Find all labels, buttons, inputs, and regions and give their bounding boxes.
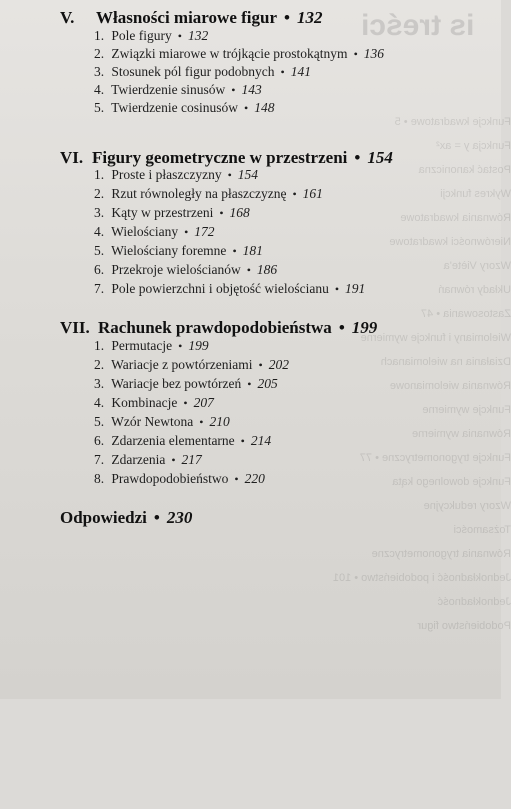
list-item: 6. Przekroje wielościanów • 186: [94, 262, 278, 277]
list-item: 1. Proste i płaszczyzny • 154: [94, 167, 259, 182]
separator-dot: •: [338, 318, 345, 337]
list-item: 2. Wariacje z powtórzeniami • 202: [94, 357, 289, 372]
section-title: Rachunek prawdopodobieństwa: [98, 318, 332, 337]
list-item: 1. Permutacje • 199: [94, 338, 209, 353]
list-item: 6. Zdarzenia elementarne • 214: [94, 433, 272, 448]
section-page: 199: [351, 318, 378, 337]
list-item: 5. Twierdzenie cosinusów • 148: [94, 100, 275, 115]
list-item: 2. Związki miarowe w trójkącie prostokątnym • 136: [94, 46, 385, 61]
list-item: 3. Kąty w przestrzeni • 168: [94, 205, 250, 220]
list-item: 5. Wzór Newtona • 210: [94, 414, 230, 429]
list-item: 2. Rzut równoległy na płaszczyznę • 161: [94, 186, 323, 201]
section-title: Figury geometryczne w przestrzeni: [92, 148, 348, 167]
section-number: VII.: [60, 318, 90, 337]
separator-dot: •: [153, 508, 160, 527]
section-heading: [60, 318, 377, 338]
list-item: 3. Wariacje bez powtórzeń • 205: [94, 376, 278, 391]
list-item: 4. Twierdzenie sinusów • 143: [94, 82, 262, 97]
section-page: 154: [367, 148, 393, 167]
section-heading: [60, 8, 322, 28]
section-heading: [60, 148, 393, 168]
list-item: 5. Wielościany foremne • 181: [94, 243, 263, 258]
section-page: 132: [296, 8, 323, 27]
list-item: 7. Pole powierzchni i objętość wielościanu • 191: [94, 281, 366, 296]
answers-title: Odpowiedzi: [60, 508, 147, 527]
list-item: 7. Zdarzenia • 217: [94, 452, 202, 467]
list-item: 4. Kombinacje • 207: [94, 395, 214, 410]
list-item: 3. Stosunek pól figur podobnych • 141: [94, 64, 311, 79]
show-through-text: is treści Funkcje kwadratowe • 5 Funkcja y = ax² Postać kanoniczna Wykres funkcji Równania kwadratowe Nierówności kwadratowe Wzory Viète'a Układy równań Zastosowania • 47 Wielomiany i funkcje wymierne Działania na wielomianach Równania wielomianowe Funkcje wymierne Równania wymierne Funkcje trygonometryczne • 77 Funkcje dowolnego kąta Wzory redukcyjne Tożsamości Równania trygonometryczne Jednokładność i podobieństwo • 101 Jednokładność Podobieństwo figur: [332, 9, 511, 632]
separator-dot: •: [284, 8, 290, 27]
answers-page: 230: [166, 508, 193, 527]
answers-heading: [60, 508, 192, 528]
list-item: 1. Pole figury • 132: [94, 28, 209, 43]
list-item: 4. Wielościany • 172: [94, 224, 215, 239]
section-number: V.: [60, 8, 75, 27]
section-title: Własności miarowe figur: [96, 8, 278, 27]
separator-dot: •: [354, 148, 361, 167]
list-item: 8. Prawdopodobieństwo • 220: [94, 471, 265, 486]
section-number: VI.: [60, 148, 84, 167]
